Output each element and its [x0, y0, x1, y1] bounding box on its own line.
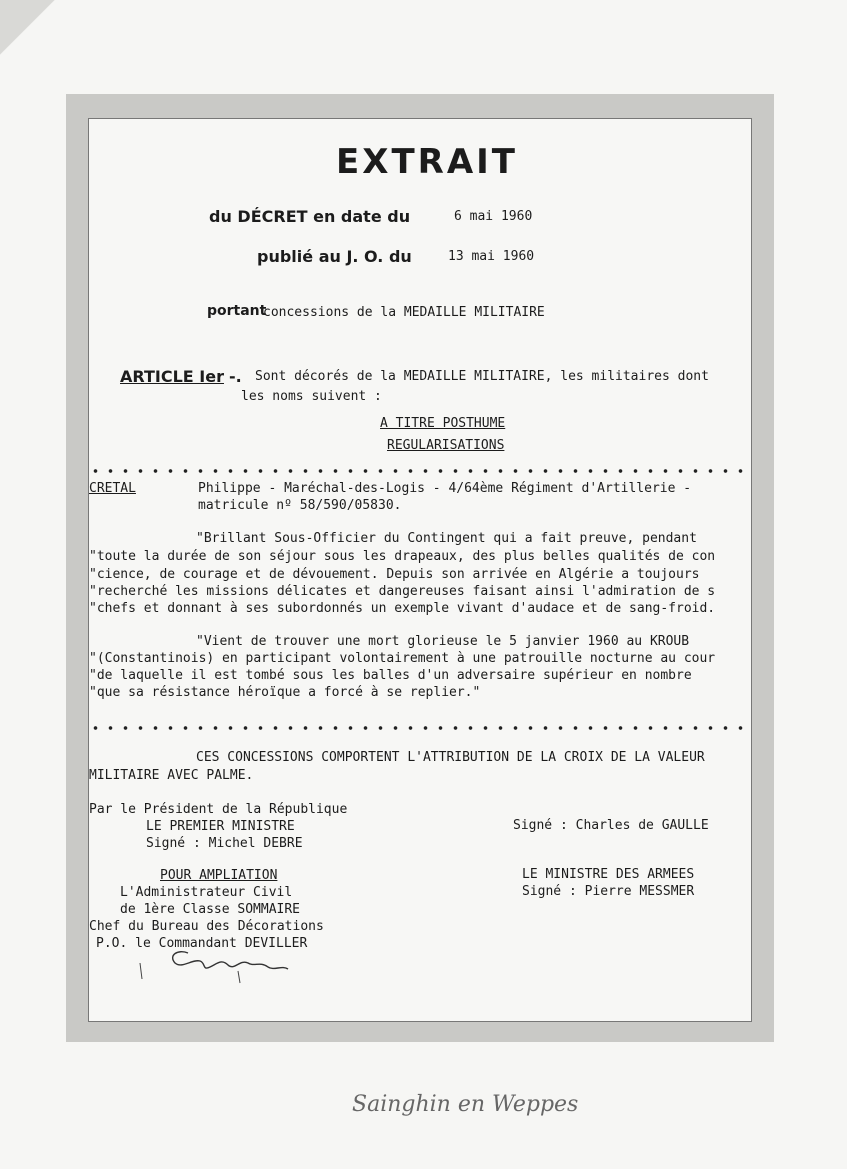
admin-line-1: L'Administrateur Civil	[120, 885, 293, 900]
portant-text: concessions de la MEDAILLE MILITAIRE	[263, 305, 545, 320]
admin-line-2: de 1ère Classe SOMMAIRE	[120, 902, 301, 917]
admin-line-3: Chef du Bureau des Décorations	[89, 919, 324, 934]
signe-messmer: Signé : Pierre MESSMER	[522, 884, 695, 899]
president-line: Par le Président de la République	[89, 802, 348, 817]
document-title: EXTRAIT	[336, 142, 518, 182]
signe-gaulle: Signé : Charles de GAULLE	[513, 818, 709, 833]
citation-p1-line: "toute la durée de son séjour sous les drapeaux, des plus belles qualités de con	[89, 549, 716, 564]
citation-line-1: Philippe - Maréchal-des-Logis - 4/64ème Régiment d'Artillerie -	[198, 481, 692, 496]
folded-corner	[0, 0, 60, 60]
concessions-line-2: MILITAIRE AVEC PALME.	[89, 768, 254, 783]
article-label: ARTICLE Ier	[120, 367, 224, 386]
article-line-1: Sont décorés de la MEDAILLE MILITAIRE, les militaires dont	[255, 369, 709, 384]
citation-p2-line: "de laquelle il est tombé sous les balles d'un adversaire supérieur en nombre	[89, 668, 692, 683]
citation-p1-line: "recherché les missions délicates et dangereuses faisant ainsi l'admiration de s	[89, 584, 716, 599]
admin-line-4: P.O. le Commandant DEVILLER	[96, 936, 308, 951]
handwritten-note: Sainghin en Weppes	[352, 1092, 579, 1117]
citation-surname: CRETAL	[89, 481, 136, 496]
article-line-2: les noms suivent :	[241, 389, 382, 404]
citation-p1-line: "chefs et donnant à ses subordonnés un exemple vivant d'audace et de sang-froid.	[89, 601, 716, 616]
portant-label: portant	[207, 303, 267, 319]
dotted-separator-bottom	[88, 726, 750, 730]
jo-date: 13 mai 1960	[448, 249, 535, 264]
citation-p1-line: "cience, de courage et de dévouement. Depuis son arrivée en Algérie a toujours	[89, 567, 700, 582]
citation-p1-line: "Brillant Sous-Officier du Contingent qui a fait preuve, pendant	[196, 531, 697, 546]
citation-line-2: matricule nº 58/590/05830.	[198, 498, 402, 513]
premier-ministre: LE PREMIER MINISTRE	[146, 819, 295, 834]
concessions-line-1: CES CONCESSIONS COMPORTENT L'ATTRIBUTION DE LA CROIX DE LA VALEUR	[196, 750, 705, 765]
handwritten-signature-icon	[130, 945, 300, 985]
ministre-armees: LE MINISTRE DES ARMEES	[522, 867, 695, 882]
dotted-separator-top	[88, 469, 750, 473]
article-dash: -.	[229, 367, 242, 386]
citation-p2-line: "que sa résistance héroïque a forcé à se replier."	[89, 685, 481, 700]
decree-date: 6 mai 1960	[454, 209, 533, 224]
citation-p2-line: "Vient de trouver une mort glorieuse le 5 janvier 1960 au KROUB	[196, 634, 690, 649]
decree-label: du DÉCRET en date du	[209, 207, 411, 226]
jo-label: publié au J. O. du	[257, 247, 412, 266]
signe-debre: Signé : Michel DEBRE	[146, 836, 303, 851]
posthume-heading: A TITRE POSTHUME	[380, 416, 506, 431]
citation-p2-line: "(Constantinois) en participant volontairement à une patrouille nocturne au cour	[89, 651, 716, 666]
regularisations-heading: REGULARISATIONS	[387, 438, 505, 453]
pour-ampliation: POUR AMPLIATION	[160, 868, 278, 883]
